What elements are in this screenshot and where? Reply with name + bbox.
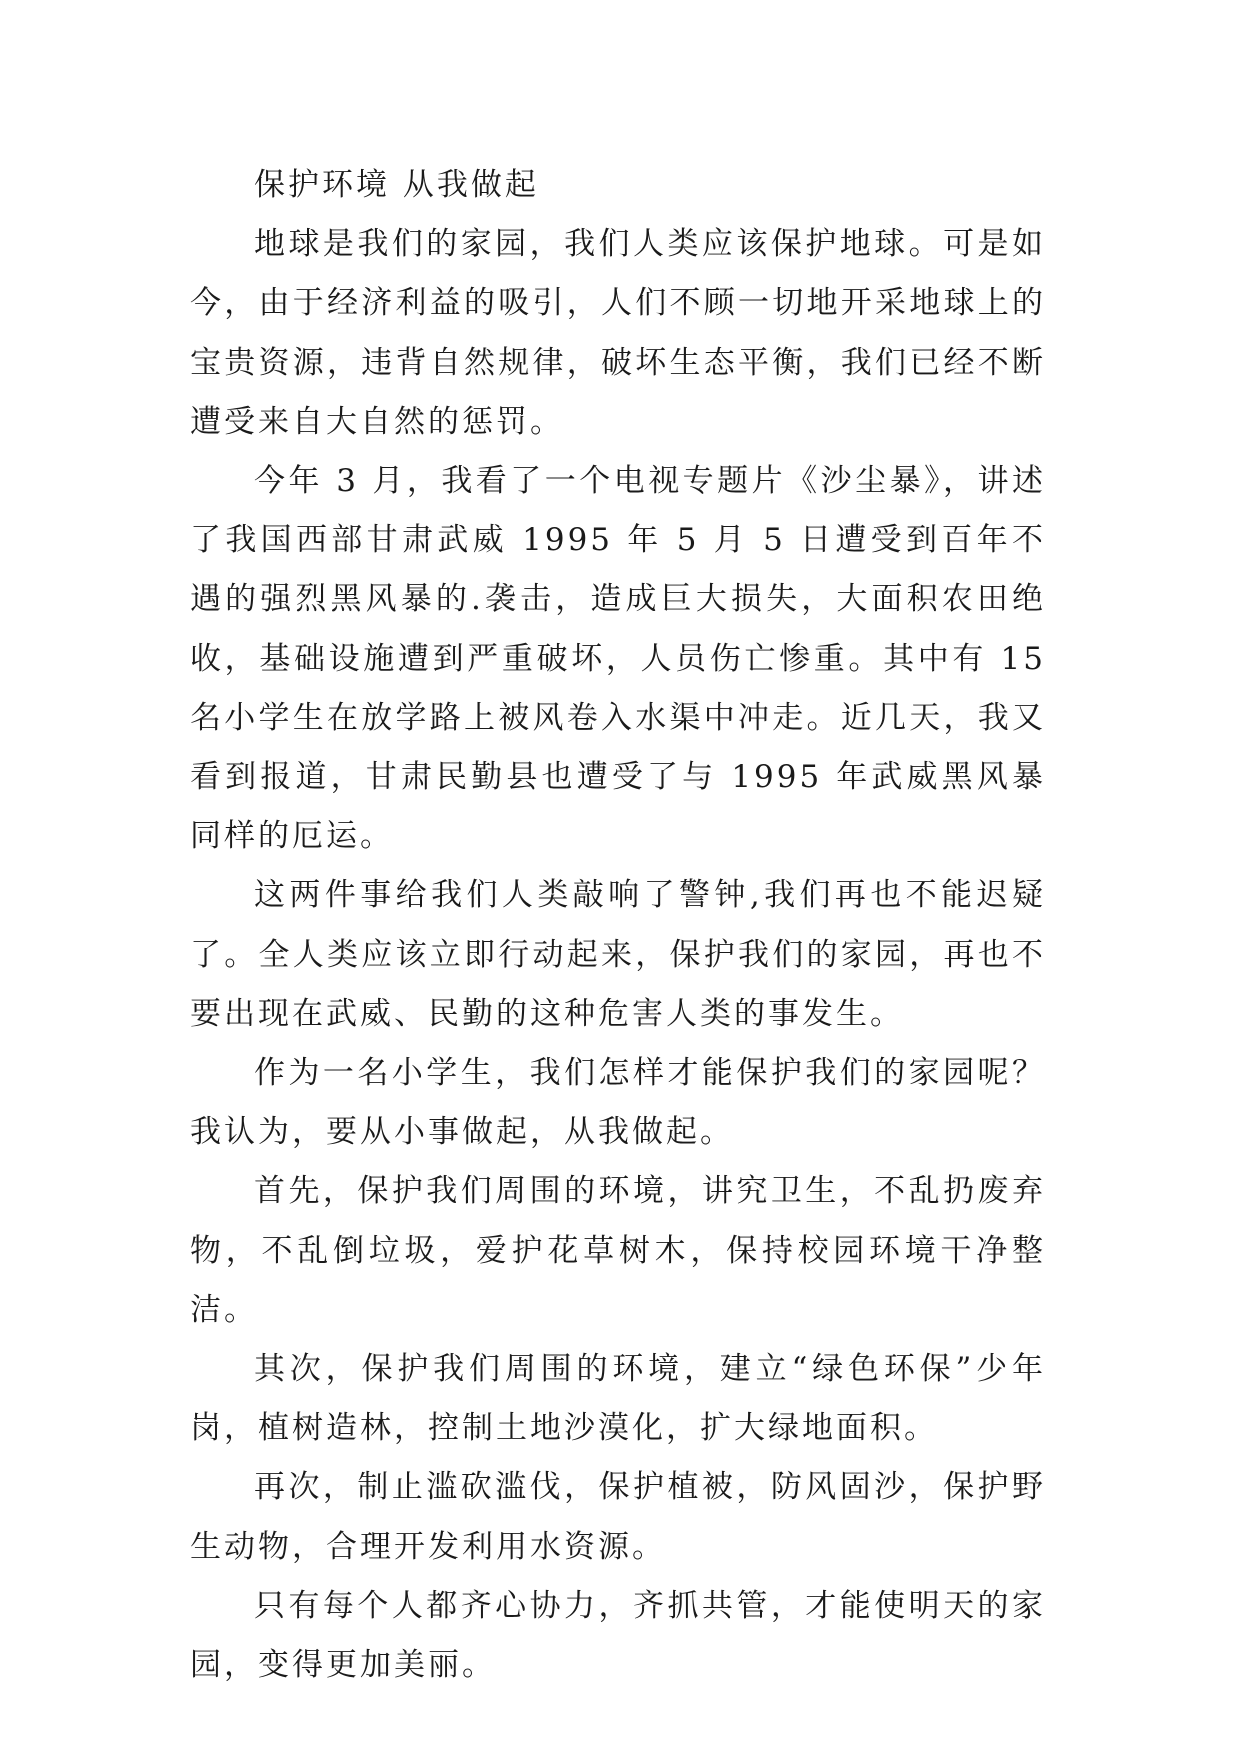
paragraph-second: 其次，保护我们周围的环境，建立“绿色环保”少年岗，植树造林，控制土地沙漠化，扩大绿地面积。: [190, 1351, 1046, 1447]
paragraph-question: 作为一名小学生，我们怎样才能保护我们的家园呢？我认为，要从小事做起，从我做起。: [190, 1055, 1046, 1151]
paragraph-first: 首先，保护我们周围的环境，讲究卫生，不乱扔废弃物，不乱倒垃圾，爱护花草树木，保持校园环境干净整洁。: [190, 1173, 1046, 1328]
paragraph-sandstorm: 今年 3 月，我看了一个电视专题片《沙尘暴》，讲述了我国西部甘肃武威 1995 年 5 月 5 日遭受到百年不遇的强烈黑风暴的.袭击，造成巨大损失，大面积农田绝收，基础设施遭到严重破坏，人员伤亡惨重。其中有 15 名小学生在放学路上被风卷入水渠中冲走。近几天，我又看到报道，甘肃民勤县也遭受了与 1995 年武威黑风暴同样的厄运。: [190, 463, 1046, 855]
paragraph-warning: 这两件事给我们人类敲响了警钟,我们再也不能迟疑了。全人类应该立即行动起来，保护我们的家园，再也不要出现在武威、民勤的这种危害人类的事发生。: [190, 877, 1046, 1032]
document-title: 保护环境 从我做起: [254, 167, 539, 203]
paragraph-intro: 地球是我们的家园，我们人类应该保护地球。可是如今，由于经济利益的吸引，人们不顾一切地开采地球上的宝贵资源，违背自然规律，破坏生态平衡，我们已经不断遭受来自大自然的惩罚。: [190, 226, 1046, 440]
paragraph-conclusion: 只有每个人都齐心协力，齐抓共管，才能使明天的家园，变得更加美丽。: [190, 1587, 1046, 1684]
paragraph-third: 再次，制止滥砍滥伐，保护植被，防风固沙，保护野生动物，合理开发利用水资源。: [190, 1469, 1046, 1565]
document-body: [190, 156, 1046, 1695]
